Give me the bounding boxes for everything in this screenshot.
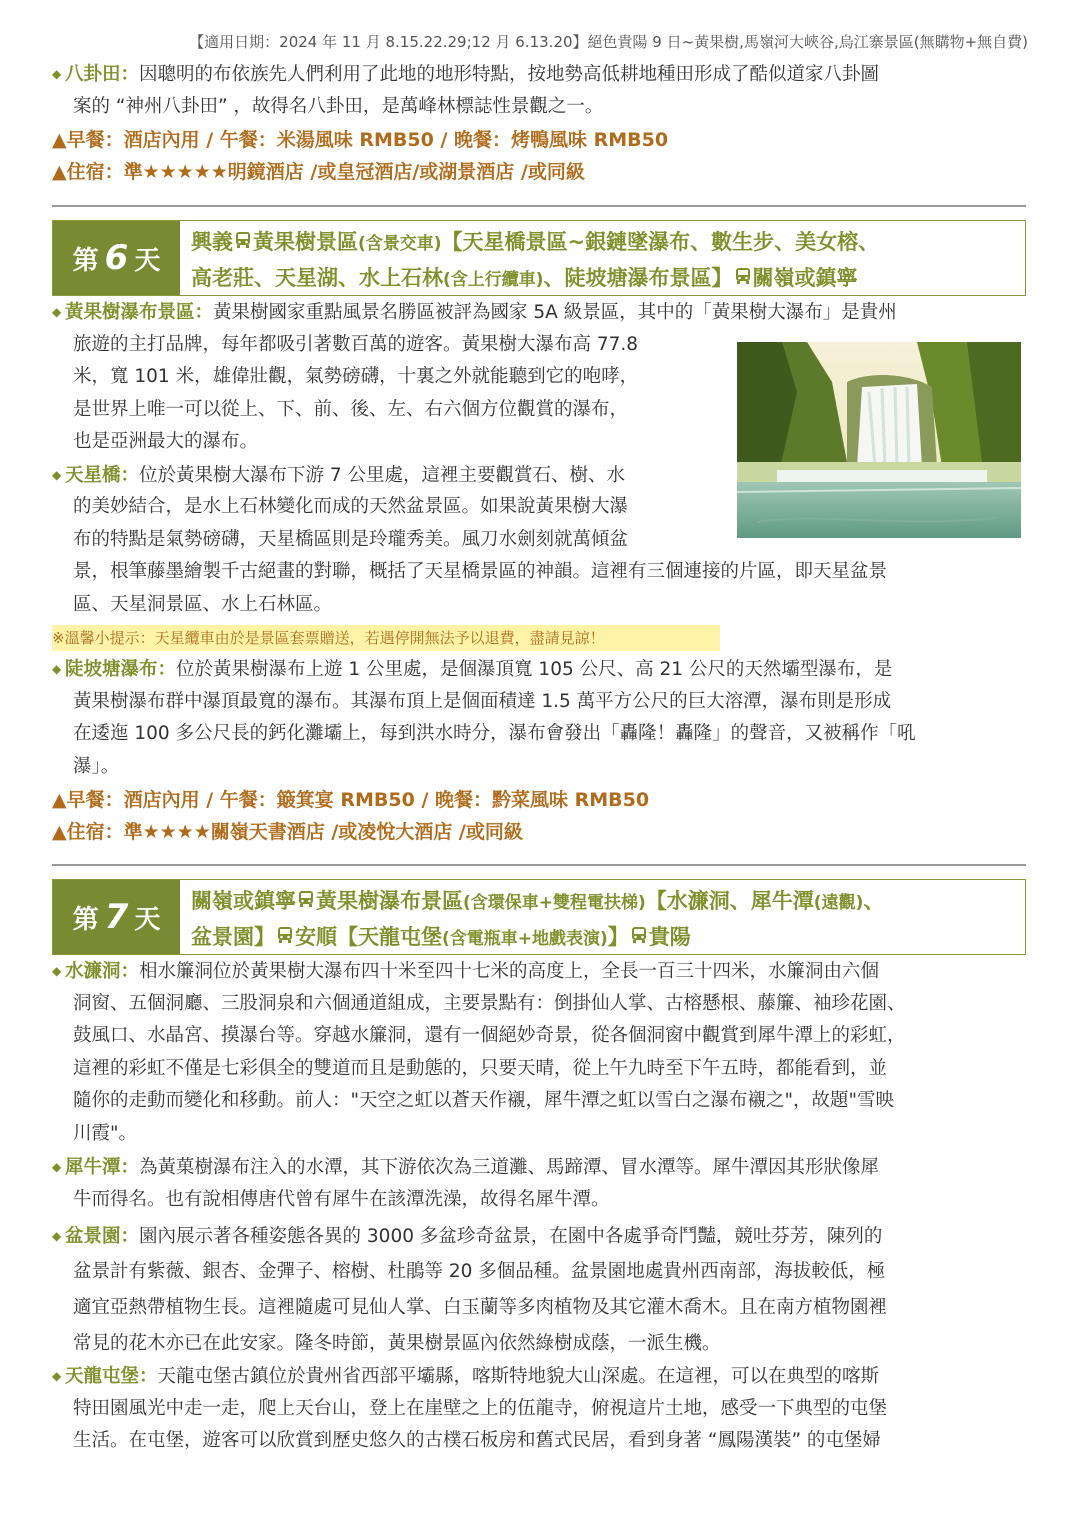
day6-suffix: 天 [134, 245, 161, 276]
section-title: 水濂洞： [65, 961, 140, 982]
section-text: 也是亞洲最大的瀑布。 [73, 431, 259, 452]
route-note: (遠觀) [813, 893, 864, 913]
section-title: 天星橋： [65, 464, 140, 486]
day5-meals: ▲早餐：酒店內用 / 午餐：米湯風味 RMB50 / 晚餐：烤鴨風味 RMB50 [52, 129, 669, 151]
day5-hotel: ▲住宿：準★★★★★明鏡酒店 /或皇冠酒店/或湖景酒店 /或同級 [52, 161, 585, 183]
section-text: 洞窗、五個洞廳、三股洞泉和六個通道組成，主要景點有：倒掛仙人掌、古榕懸根、藤簾、袖珍花園、 [73, 992, 906, 1014]
day7-prefix: 第 [72, 904, 99, 935]
route-stop: 安順【天龍屯堡 [295, 925, 442, 949]
section-text: 為黃菓樹瀑布注入的水潭，其下游依次為三道灘、馬蹄潭、冒水潭等。犀牛潭因其形狀像犀 [139, 1157, 880, 1178]
route-stop: 興義 [191, 230, 233, 254]
bus-icon [275, 925, 295, 945]
tour-header: 【適用日期：2024 年 11 月 8.15.22.29;12 月 6.13.20】絕色貴陽 9 日~黃果樹,馬嶺河大峽谷,烏江寨景區(無購物+無自費) [189, 33, 1028, 51]
route-stop: 高老莊、天星湖、水上石林 [191, 266, 443, 290]
section-text: 在逶迤 100 多公尺長的鈣化灘壩上，每到洪水時分，瀑布會發出「轟隆！轟隆」的聲音，又被稱作「吼 [73, 723, 916, 744]
section-text: 黃果樹國家重點風景名勝區被評為國家 5A 級景區，其中的「黃果樹大瀑布」是貴州 [213, 302, 897, 323]
section-text: 鼓風口、水晶宮、摸瀑台等。穿越水簾洞，還有一個絕妙奇景，從各個洞窗中觀賞到犀牛潭上的彩虹， [73, 1025, 906, 1046]
section-title: 犀牛潭： [65, 1157, 140, 1178]
route-stop: 【水濂洞、犀牛潭 [645, 889, 814, 913]
section-text: 位於黃果樹大瀑布下游 7 公里處，這裡主要觀賞石、樹、水 [139, 464, 626, 486]
section-text: 的美妙結合，是水上石林變化而成的天然盆景區。如果說黃果樹大瀑 [73, 496, 629, 517]
doupotang-section [52, 653, 1028, 783]
route-note: (含電瓶車+地戲表演) [442, 929, 608, 949]
section-text: 米，寬 101 米，雄偉壯觀，氣勢磅礴，十裏之外就能聽到它的咆哮， [73, 366, 639, 387]
day7-label [53, 880, 180, 954]
day7-number: 7 [104, 897, 129, 937]
bus-icon [233, 230, 253, 250]
day7-header [52, 879, 1026, 955]
section-title: 盆景園： [65, 1226, 140, 1247]
day6-meals: ▲早餐：酒店內用 / 午餐：簸箕宴 RMB50 / 晚餐：黔菜風味 RMB50 [52, 789, 650, 811]
route-punct: 】 [607, 925, 629, 949]
shuilian-section [52, 955, 1028, 1150]
route-note: (含上行纜車) [443, 270, 544, 290]
section-title: 陡坡塘瀑布： [65, 659, 177, 680]
section-text: 園內展示著各種姿態各異的 3000 多盆珍奇盆景，在園中各處爭奇鬥豔，競吐芬芳，陳列的 [139, 1226, 883, 1247]
bullet-diamond-icon: ◆ [52, 1369, 62, 1383]
bullet-diamond-icon: ◆ [52, 67, 62, 81]
bagua-section [52, 58, 1028, 123]
day6-label [53, 221, 180, 295]
section-text: 常見的花木亦已在此安家。隆冬時節，黃果樹景區內依然綠樹成蔭，一派生機。 [73, 1333, 721, 1354]
tip-note: ※溫馨小提示：天星纜車由於是景區套票贈送，若遇停開無法予以退費，盡請見諒！ [52, 625, 720, 651]
penjing-section [52, 1218, 1028, 1362]
section-text: 瀑」。 [73, 755, 120, 777]
section-text: 天龍屯堡古鎮位於貴州省西部平壩縣，喀斯特地貌大山深處。在這裡，可以在典型的喀斯 [157, 1366, 880, 1387]
section-text: 位於黃果樹瀑布上遊 1 公里處，是個瀑頂寬 105 公尺、高 21 公尺的天然壩型瀑布，是 [176, 659, 893, 680]
divider [52, 864, 1026, 866]
section-text: 旅遊的主打品牌，每年都吸引著數百萬的遊客。黃果樹大瀑布高 77.8 [73, 333, 639, 355]
section-text: 牛而得名。也有說相傳唐代曾有犀牛在該潭洗澡，故得名犀牛潭。 [73, 1188, 610, 1210]
day6-route [191, 225, 1019, 297]
route-stop: 貴陽 [648, 925, 691, 949]
bagua-text-1: 因聰明的布依族先人們利用了此地的地形特點，按地勢高低耕地種田形成了酷似道家八卦圖 [139, 64, 880, 85]
section-text: 特田園風光中走一走，爬上天台山，登上在崖壁之上的伍龍寺，俯視這片土地，感受一下典型的屯堡 [73, 1397, 888, 1419]
route-stop: 關嶺或鎮寧 [191, 889, 296, 913]
day6-prefix: 第 [72, 245, 99, 276]
route-note: (含景交車) [358, 234, 442, 254]
bullet-diamond-icon: ◆ [52, 1229, 62, 1243]
section-text: 區、天星洞景區、水上石林區。 [73, 593, 333, 615]
divider [52, 205, 1026, 207]
section-text: 布的特點是氣勢磅礴，天星橋區則是玲瓏秀美。風刀水劍刻就萬傾盆 [73, 528, 629, 550]
bullet-diamond-icon: ◆ [52, 964, 62, 978]
section-text: 相水簾洞位於黃果樹大瀑布四十米至四十七米的高度上，全長一百三十四米，水簾洞由六個 [139, 961, 880, 982]
bagua-text-2: 案的 “神州八卦田” ，故得名八卦田，是萬峰林標誌性景觀之一。 [73, 95, 604, 117]
day7-suffix: 天 [134, 904, 161, 935]
day6-number: 6 [104, 238, 129, 278]
route-punct: 、 [863, 889, 885, 913]
route-stop: 黃果樹景區 [253, 230, 358, 254]
bus-icon [733, 266, 753, 286]
section-text: 盆景計有紫薇、銀杏、金彈子、榕樹、杜鵑等 20 多個品種。盆景園地處貴州西南部，海拔較低，極 [73, 1261, 886, 1282]
waterfall-photo [737, 342, 1021, 538]
route-note: (含環保車+雙程電扶梯) [463, 893, 646, 913]
bullet-diamond-icon: ◆ [52, 662, 62, 676]
day6-header [52, 220, 1026, 296]
xiniu-section [52, 1151, 1028, 1216]
bagua-title: 八卦田： [65, 64, 140, 85]
bus-icon [296, 889, 316, 909]
bullet-diamond-icon: ◆ [52, 1160, 62, 1174]
route-stop: 【天星橋景區~銀鏈墜瀑布、數生步、美女榕、 [441, 230, 880, 254]
route-stop: 黃果樹瀑布景區 [316, 889, 463, 913]
day7-route [191, 884, 1019, 956]
day6-hotel: ▲住宿：準★★★★關嶺天書酒店 /或凌悅大酒店 /或同級 [52, 821, 523, 843]
section-text: 是世界上唯一可以從上、下、前、後、左、右六個方位觀賞的瀑布， [73, 398, 629, 420]
section-title: 天龍屯堡： [65, 1366, 158, 1387]
bullet-diamond-icon: ◆ [52, 305, 62, 319]
route-stop: 關嶺或鎮寧 [752, 266, 858, 290]
section-text: 黃果樹瀑布群中瀑頂最寬的瀑布。其瀑布頂上是個面積達 1.5 萬平方公尺的巨大溶潭，瀑布則是形成 [73, 690, 892, 712]
section-text: 適宜亞熱帶植物生長。這裡隨處可見仙人掌、白玉蘭等多肉植物及其它灌木喬木。且在南方植物園裡 [73, 1297, 888, 1318]
route-stop: 、陡坡塘瀑布景區】 [543, 266, 733, 290]
section-text: 川霞"。 [73, 1122, 138, 1144]
section-text: 隨你的走動而變化和移動。前人："天空之虹以蒼天作襯，犀牛潭之虹以雪白之瀑布襯之"，故題"雪映 [73, 1090, 895, 1111]
tianlong-section [52, 1360, 1028, 1458]
section-text: 景，根筆藤墨繪製千古絕畫的對聯，概括了天星橋景區的神韻。這裡有三個連接的片區，即天星盆景 [73, 561, 888, 582]
bus-icon [629, 925, 649, 945]
bullet-diamond-icon: ◆ [52, 467, 62, 482]
route-stop: 盆景園】 [191, 925, 275, 949]
section-text: 生活。在屯堡，遊客可以欣賞到歷史悠久的古樸石板房和舊式民居，看到身著 “鳳陽漢裝” 的屯堡婦 [73, 1430, 881, 1451]
section-title: 黃果樹瀑布景區： [65, 302, 214, 323]
section-text: 這裡的彩虹不僅是七彩俱全的雙道而且是動態的，只要天晴，從上午九時至下午五時，都能看到，並 [73, 1057, 888, 1079]
